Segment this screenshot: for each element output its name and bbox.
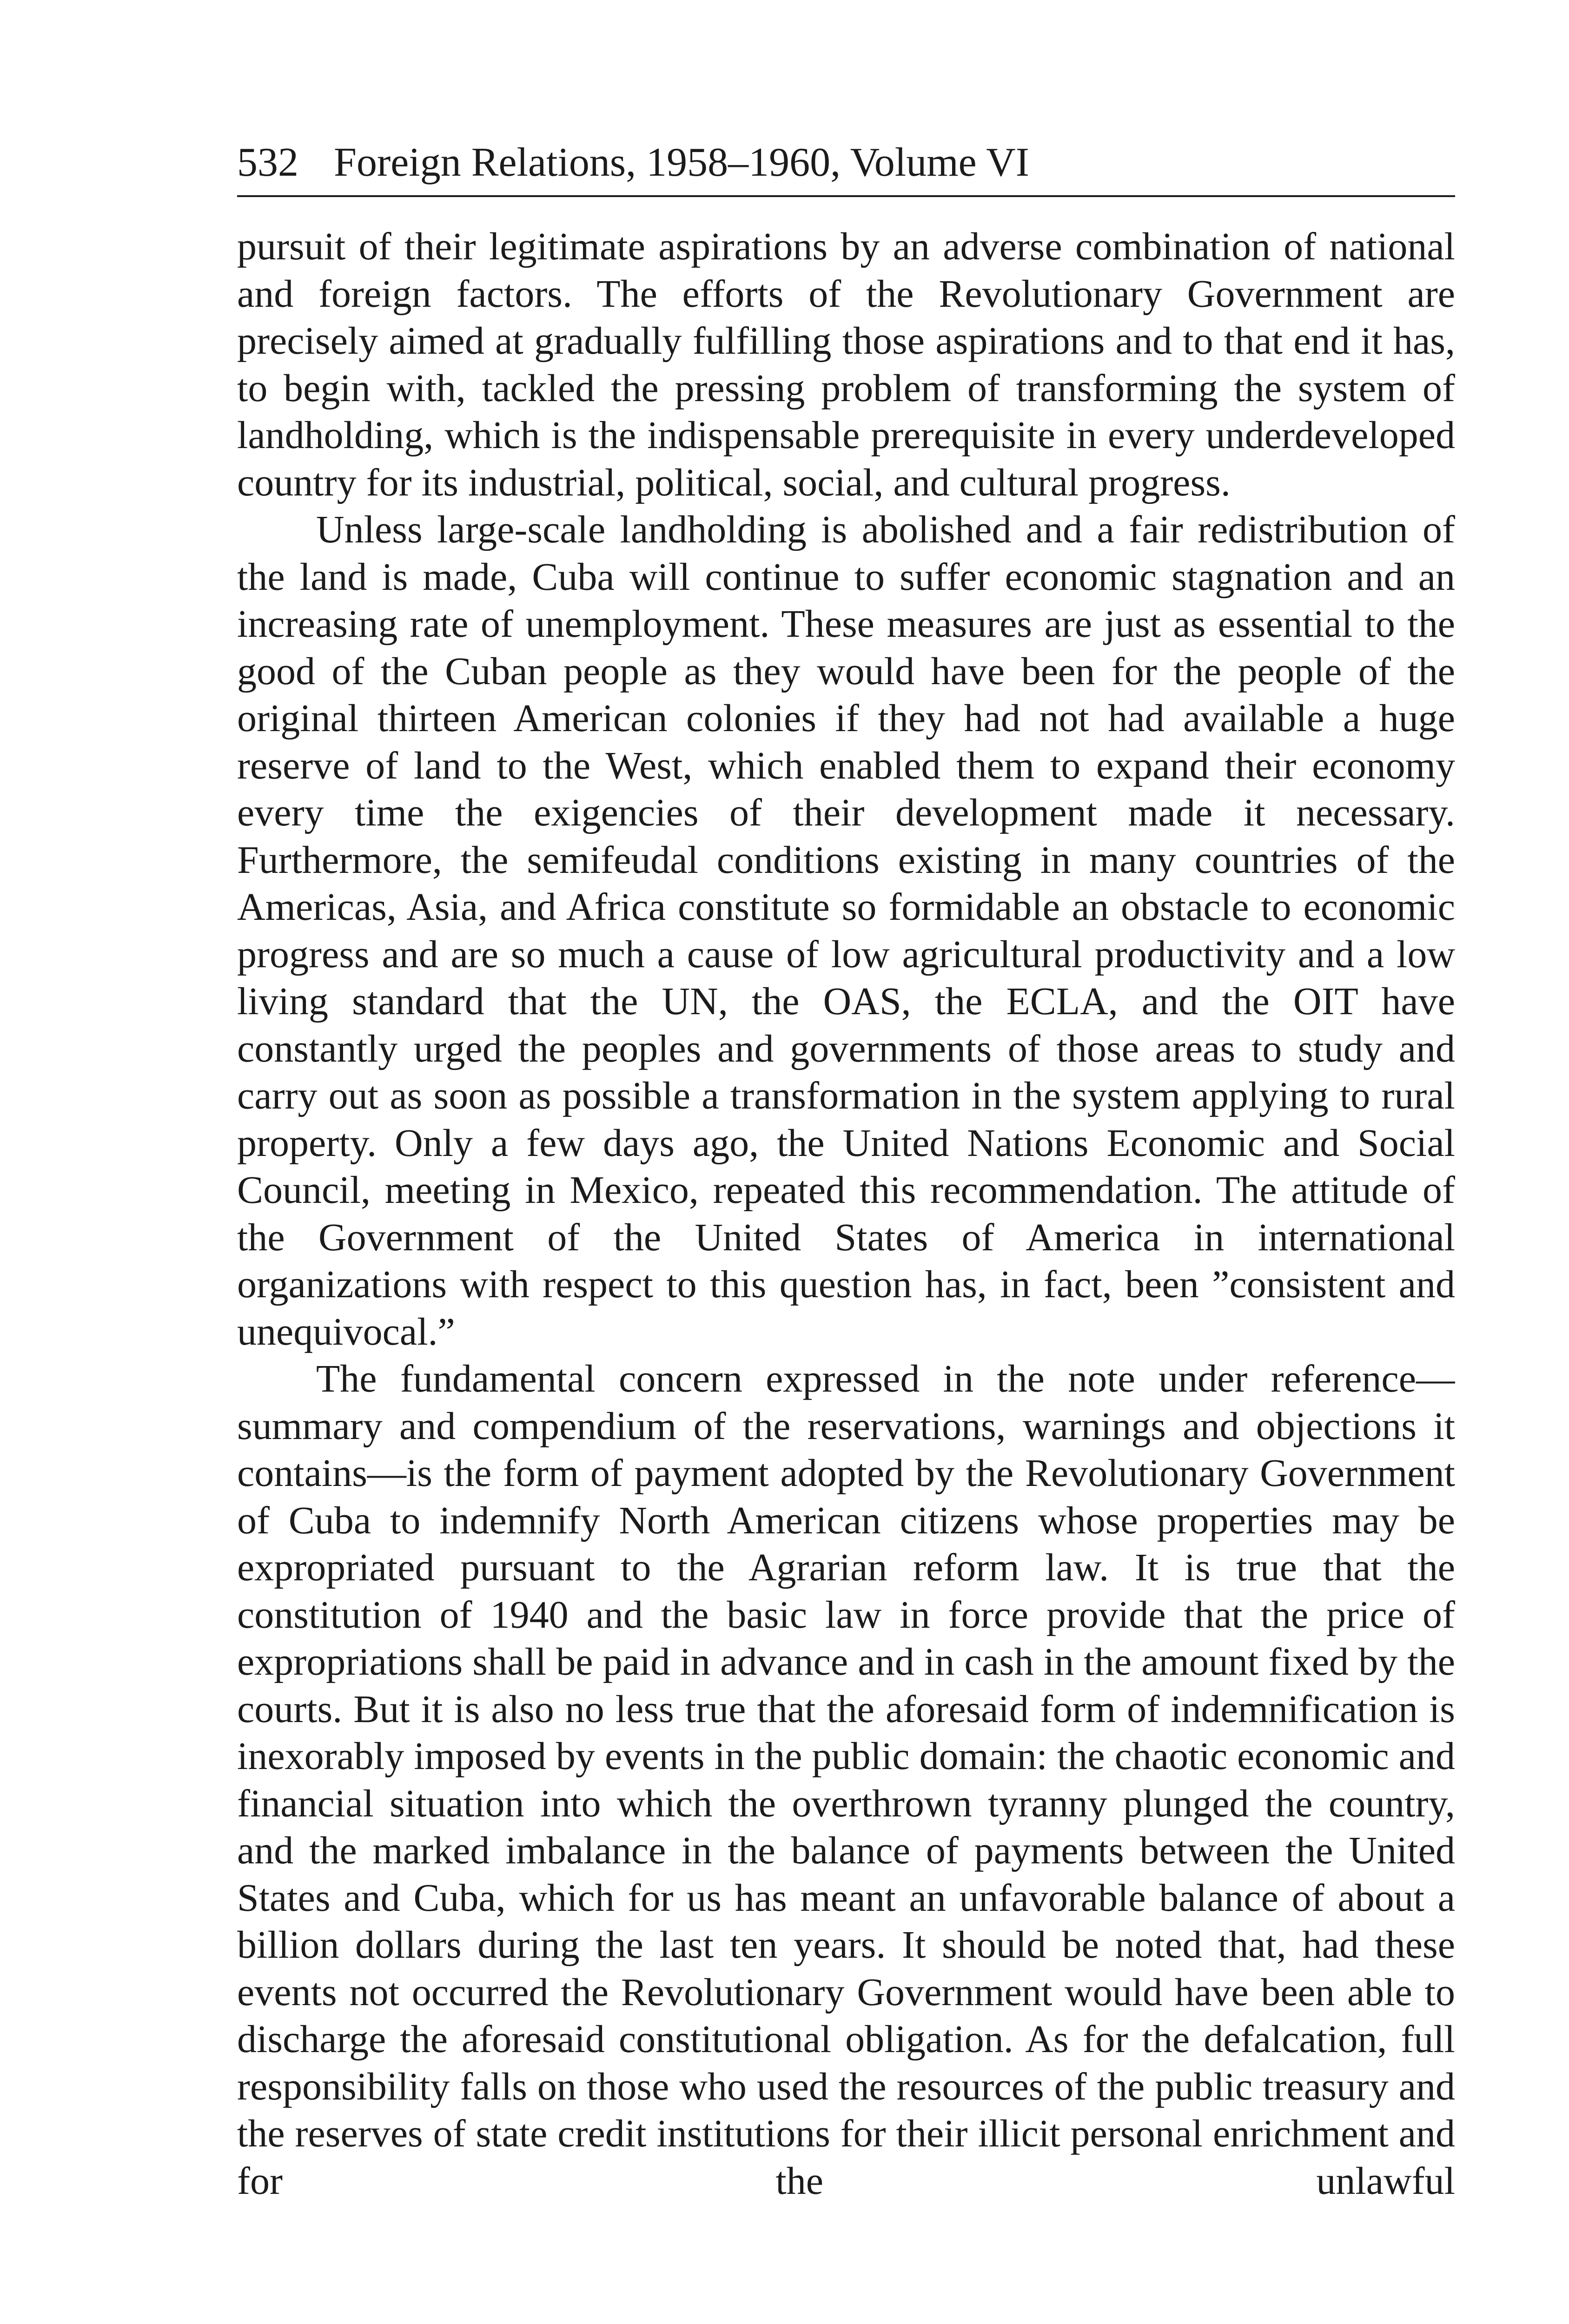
running-title: Foreign Relations, 1958–1960, Volume VI: [334, 140, 1029, 185]
paragraph-1: pursuit of their legitimate aspirations by an adverse combination of national and foreign factors. The efforts of the Revolutionary Government are precisely aimed at gradually fulfilling those aspirations and to that end it has, to begin with, tackled the pressing problem of transforming the system of landholding, which is the indispensable prerequisite in every underdeveloped country for its industrial, political, social, and cultural progress.: [237, 225, 1455, 504]
paragraph-3: The fundamental concern expressed in the note under reference— summary and compendium of the reservations, warnings and objections it contains—is the form of payment adopted by the Revolutionary Government of Cuba to indemnify North American citizens whose properties may be expropriated pursuant to the Agrarian reform law. It is true that the constitution of 1940 and the basic law in force provide that the price of expropriations shall be paid in advance and in cash in the amount fixed by the courts. But it is also no less true that the aforesaid form of indemnification is inexorably imposed by events in the public domain: the chaotic economic and financial situation into which the overthrown tyranny plunged the country, and the marked imbalance in the balance of payments between the United States and Cuba, which for us has meant an unfavorable balance of about a billion dollars during the last ten years. It should be noted that, had these events not occurred the Revolutionary Government would have been able to discharge the aforesaid constitutional obligation. As for the defalcation, full responsibility falls on those who used the resources of the public treasury and the reserves of state credit institutions for their illicit personal enrichment and for the unlawful: [237, 1357, 1455, 2203]
page-number: 532: [237, 140, 298, 185]
running-header: [237, 139, 1455, 197]
paragraph-2: Unless large-scale landholding is abolished and a fair redistribution of the land is made, Cuba will continue to suffer economic stagnation and an increasing rate of unemployment. These measures are just as essential to the good of the Cuban people as they would have been for the people of the original thirteen American colonies if they had not had available a huge reserve of land to the West, which enabled them to expand their economy every time the exigencies of their development made it necessary. Furthermore, the semifeudal conditions existing in many countries of the Americas, Asia, and Africa constitute so formidable an obstacle to economic progress and are so much a cause of low agricultural productivity and a low living standard that the UN, the OAS, the ECLA, and the OIT have constantly urged the peoples and governments of those areas to study and carry out as soon as possible a transformation in the system applying to rural property. Only a few days ago, the United Nations Economic and Social Council, meeting in Mexico, repeated this recommendation. The attitude of the Government of the United States of America in international organizations with respect to this question has, in fact, been ”consistent and unequivocal.”: [237, 508, 1455, 1353]
main-text: [237, 223, 1455, 2324]
